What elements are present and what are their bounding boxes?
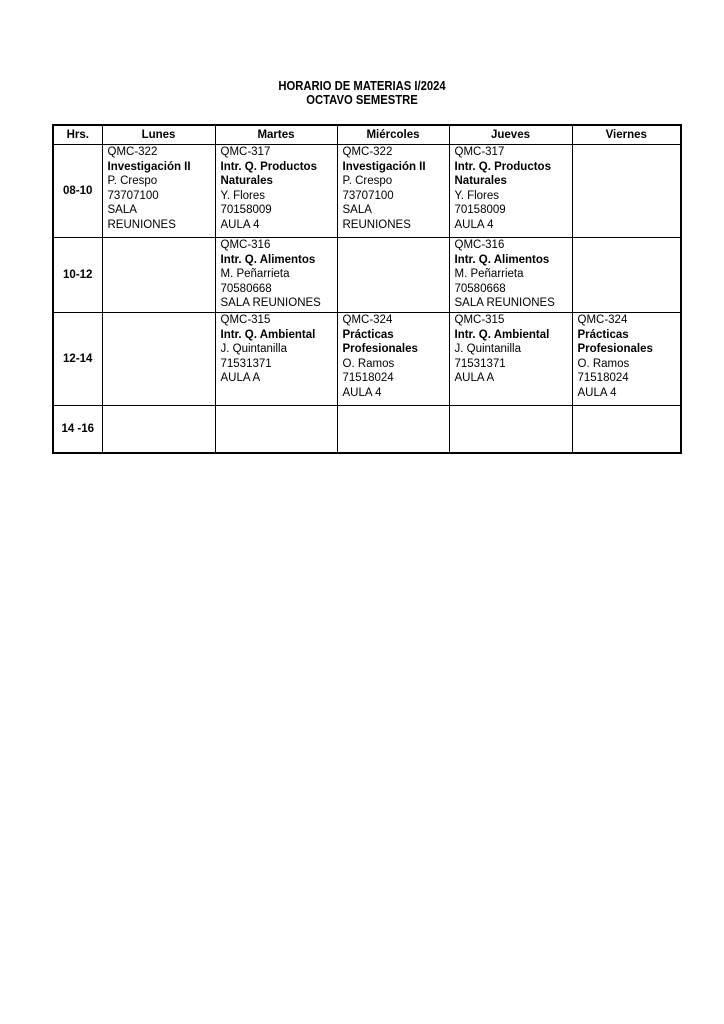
teacher-name: Y. Flores	[220, 189, 266, 202]
course-name: Investigación II	[342, 160, 426, 173]
teacher-phone: 70158009	[220, 204, 272, 217]
room: AULA 4	[342, 386, 382, 399]
table-row	[53, 238, 681, 313]
title-line-2: OCTAVO SEMESTRE	[306, 93, 418, 107]
header-martes: Martes	[215, 125, 337, 145]
teacher-phone: 73707100	[107, 189, 159, 202]
class-cell-martes	[215, 145, 337, 238]
class-cell-lunes	[102, 145, 215, 238]
room: AULA 4	[454, 218, 494, 231]
table-row	[53, 406, 681, 454]
course-name: Naturales	[454, 175, 507, 188]
class-cell-viernes	[572, 406, 681, 454]
class-cell-jueves	[449, 238, 572, 313]
course-code: QMC-316	[454, 239, 505, 251]
hour-cell: 14 -16	[53, 406, 102, 454]
course-name: Prácticas	[577, 328, 629, 341]
teacher-phone: 71518024	[342, 372, 394, 385]
room: SALA REUNIONES	[220, 297, 321, 310]
teacher-phone: 70580668	[454, 282, 506, 295]
teacher-phone: 71531371	[454, 357, 506, 370]
class-cell-viernes	[572, 145, 681, 238]
title-line-1: HORARIO DE MATERIAS I/2024	[278, 79, 446, 93]
teacher-name: M. Peñarrieta	[220, 268, 290, 281]
schedule-table	[52, 124, 682, 454]
room: AULA 4	[577, 386, 617, 399]
hour-cell: 08-10	[53, 145, 102, 238]
hour-cell: 10-12	[53, 238, 102, 313]
course-code: QMC-324	[577, 314, 628, 326]
course-name: Intr. Q. Alimentos	[454, 253, 550, 266]
teacher-name: O. Ramos	[577, 357, 630, 370]
room: REUNIONES	[107, 218, 176, 231]
class-cell-viernes	[572, 238, 681, 313]
teacher-name: O. Ramos	[342, 357, 395, 370]
course-name: Prácticas	[342, 328, 394, 341]
course-name: Intr. Q. Productos	[220, 160, 317, 173]
table-row	[53, 313, 681, 406]
class-cell-miercoles	[337, 145, 449, 238]
course-code: QMC-317	[454, 146, 505, 158]
class-cell-lunes	[102, 406, 215, 454]
teacher-name: M. Peñarrieta	[454, 268, 524, 281]
class-cell-jueves	[449, 406, 572, 454]
teacher-name: P. Crespo	[107, 175, 158, 188]
class-cell-martes	[215, 238, 337, 313]
document-title	[36, 79, 688, 107]
class-cell-martes	[215, 313, 337, 406]
header-miercoles: Miércoles	[337, 125, 449, 145]
room: AULA 4	[220, 218, 260, 231]
teacher-name: J. Quintanilla	[220, 343, 287, 356]
room: SALA	[107, 204, 137, 217]
class-cell-jueves	[449, 313, 572, 406]
header-row	[53, 125, 681, 145]
teacher-phone: 70580668	[220, 282, 272, 295]
class-cell-lunes	[102, 313, 215, 406]
room: SALA REUNIONES	[454, 297, 555, 310]
course-name: Investigación II	[107, 160, 191, 173]
room: SALA	[342, 204, 372, 217]
teacher-phone: 73707100	[342, 189, 394, 202]
class-cell-miercoles	[337, 238, 449, 313]
course-code: QMC-322	[107, 146, 158, 158]
table-row	[53, 145, 681, 238]
class-cell-martes	[215, 406, 337, 454]
course-code: QMC-317	[220, 146, 271, 158]
header-jueves: Jueves	[449, 125, 572, 145]
class-cell-viernes	[572, 313, 681, 406]
class-cell-miercoles	[337, 313, 449, 406]
teacher-phone: 71518024	[577, 372, 629, 385]
room: REUNIONES	[342, 218, 411, 231]
teacher-name: P. Crespo	[342, 175, 393, 188]
teacher-name: J. Quintanilla	[454, 343, 521, 356]
course-name: Naturales	[220, 175, 273, 188]
course-name: Intr. Q. Productos	[454, 160, 551, 173]
class-cell-lunes	[102, 238, 215, 313]
course-name: Intr. Q. Ambiental	[220, 328, 316, 341]
course-name: Intr. Q. Ambiental	[454, 328, 550, 341]
teacher-phone: 71531371	[220, 357, 272, 370]
room: AULA A	[454, 372, 495, 385]
course-code: QMC-316	[220, 239, 271, 251]
header-viernes: Viernes	[572, 125, 681, 145]
course-code: QMC-315	[220, 314, 271, 326]
teacher-name: Y. Flores	[454, 189, 500, 202]
course-code: QMC-322	[342, 146, 393, 158]
class-cell-jueves	[449, 145, 572, 238]
hour-cell: 12-14	[53, 313, 102, 406]
course-name: Profesionales	[342, 343, 418, 356]
header-hrs: Hrs.	[53, 125, 102, 145]
header-lunes: Lunes	[102, 125, 215, 145]
course-code: QMC-315	[454, 314, 505, 326]
teacher-phone: 70158009	[454, 204, 506, 217]
course-name: Intr. Q. Alimentos	[220, 253, 316, 266]
room: AULA A	[220, 372, 261, 385]
course-name: Profesionales	[577, 343, 653, 356]
class-cell-miercoles	[337, 406, 449, 454]
course-code: QMC-324	[342, 314, 393, 326]
